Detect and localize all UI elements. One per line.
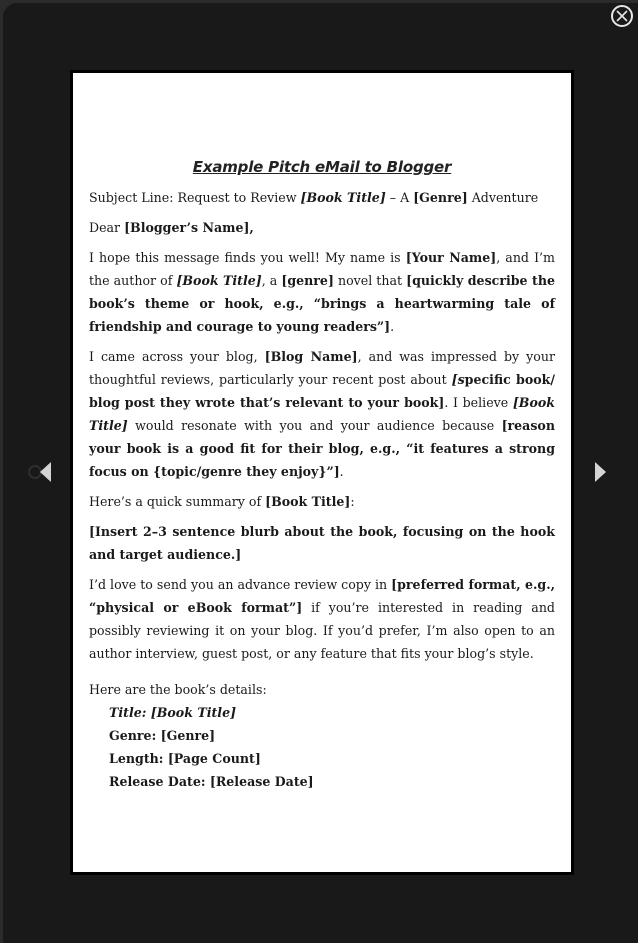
blog-paragraph [89,345,555,483]
close-button[interactable] [611,5,633,27]
placeholder-blog-name: [Blog Name] [264,349,358,364]
text: I’d love to send you an advance review copy in [89,577,392,592]
placeholder-format: [preferred format, e.g., “physical or eBook format”] [89,577,555,615]
next-button[interactable] [590,459,610,485]
text: . [390,319,395,334]
placeholder-book-title: [Book Title] [176,273,262,288]
triangle-right-icon [594,462,606,482]
placeholder-blurb: [Insert 2–3 sentence blurb about the book, focusing on the hook and target audience.] [89,524,555,562]
placeholder-genre: [genre] [281,273,334,288]
document-page [70,70,574,875]
arc-paragraph [89,573,555,665]
text: . I believe [444,395,513,410]
placeholder-hook: [quickly describe the book’s theme or hook, e.g., “brings a heartwarming tale of friendship and courage to young readers”] [89,273,555,334]
placeholder-genre: [Genre] [413,190,468,205]
text: if you’re interested in reading and possibly reviewing it on your blog. If you’d prefer, I’m also open to an author interview, guest post, or any feature that fits your blog’s style. [89,600,555,661]
previous-button[interactable] [28,459,54,485]
placeholder-blogger-name: [Blogger’s Name], [124,220,254,235]
subject-mid: – A [385,190,414,205]
detail-genre: Genre: [Genre] [109,728,216,743]
detail-release-date: Release Date: [Release Date] [109,774,314,789]
book-details [89,678,555,793]
placeholder-book-title: [Book Title] [89,395,555,433]
text: would resonate with you and your audience because [127,418,502,433]
subject-prefix: Subject Line: Request to Review [89,190,301,205]
detail-title: Title: [Book Title] [109,705,237,720]
placeholder-book-title: [Book Title] [300,190,386,205]
placeholder-post: pecific book/ blog post they wrote that’s relevant to your book] [89,372,555,410]
text: , and was impressed by your thoughtful reviews, particularly your recent post about [89,349,555,387]
placeholder-reason: [reason your book is a good fit for their blog, e.g., “it features a strong focus on {topic/genre they enjoy}”] [89,418,555,479]
text: I hope this message finds you well! My name is [89,250,406,265]
document-content [89,156,555,793]
placeholder-your-name: [Your Name] [405,250,497,265]
detail-length: Length: [Page Count] [109,751,261,766]
triangle-left-icon [40,462,52,482]
details-intro: Here are the book’s details: [89,682,267,697]
text: I came across your blog, [89,349,265,364]
intro-paragraph [89,246,555,338]
text: novel that [333,273,407,288]
text: Here’s a quick summary of [89,494,266,509]
placeholder-book-title: [Book Title] [265,494,351,509]
summary-intro [89,490,555,513]
text: . [339,464,344,479]
placeholder-post-open: [s [451,372,465,387]
text: : [350,494,355,509]
close-circle-icon [615,9,629,23]
greeting-prefix: Dear [89,220,125,235]
text: , and I’m the author of [89,250,555,288]
text: , a [261,273,282,288]
blurb-placeholder [89,520,555,566]
subject-line [89,186,555,209]
subject-suffix: Adventure [467,190,539,205]
document-title: Example Pitch eMail to Blogger [192,158,452,176]
greeting [89,216,555,239]
